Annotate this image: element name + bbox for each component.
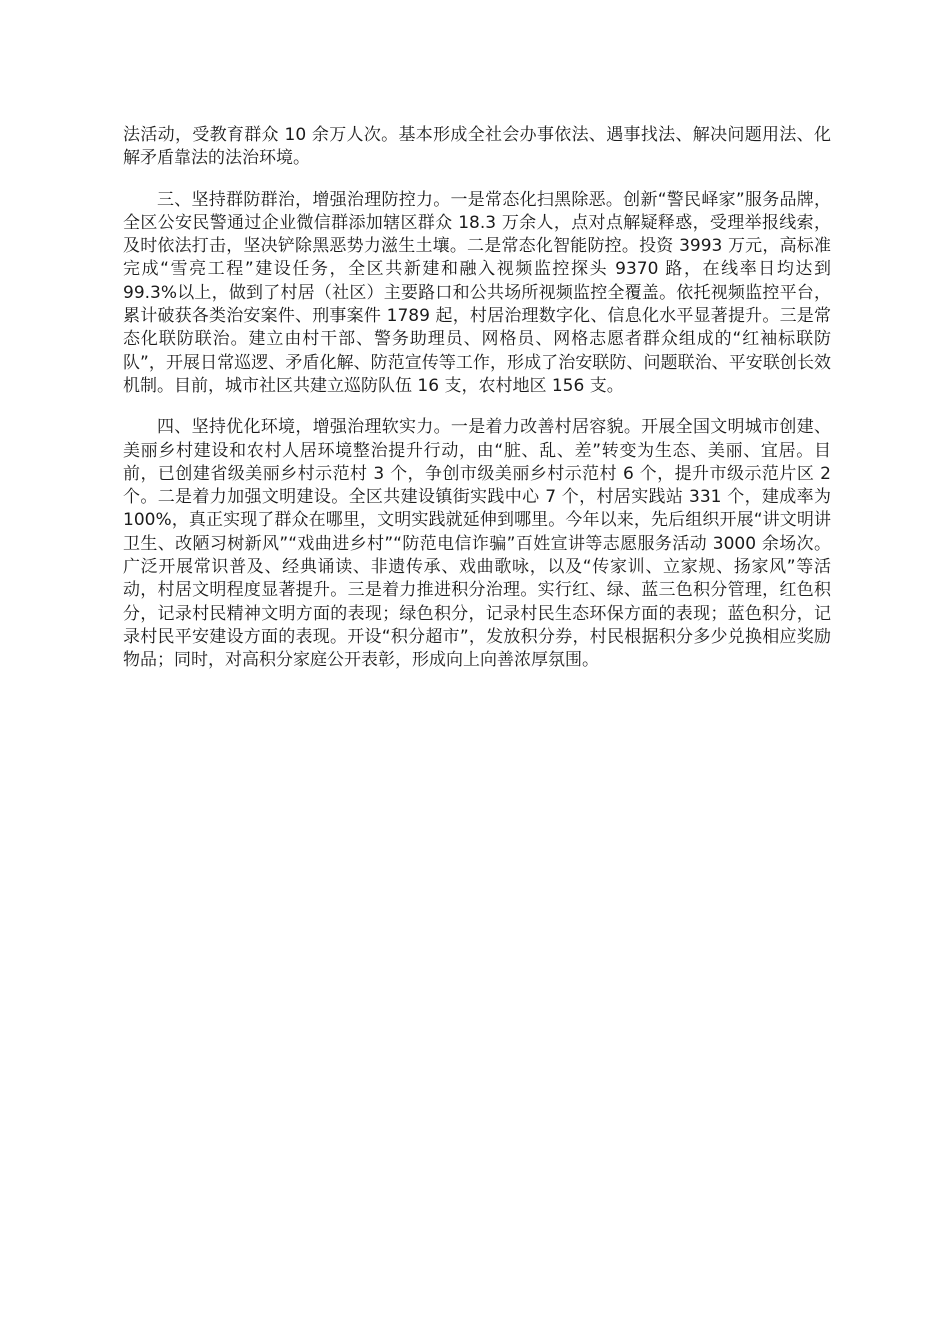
paragraph-section-four: 四、坚持优化环境，增强治理软实力。一是着力改善村居容貌。开展全国文明城市创建、美丽乡村建设和农村人居环境整治提升行动，由“脏、乱、差”转变为生态、美丽、宜居。目前，已创建省级美丽乡村示范村 3 个，争创市级美丽乡村示范村 6 个，提升市级示范片区 2 个。二是着力加强文明建设。全区共建设镇街实践中心 7 个，村居实践站 331 个，建成率为 100%，真正实现了群众在哪里，文明实践就延伸到哪里。今年以来，先后组织开展“讲文明讲卫生、改陋习树新风”“戏曲进乡村”“防范电信诈骗”百姓宣讲等志愿服务活动 3000 余场次。广泛开展常识普及、经典诵读、非遗传承、戏曲歌咏，以及“传家训、立家规、扬家风”等活动，村居文明程度显著提升。三是着力推进积分治理。实行红、绿、蓝三色积分管理，红色积分，记录村民精神文明方面的表现；绿色积分，记录村民生态环保方面的表现；蓝色积分，记录村民平安建设方面的表现。开设“积分超市”，发放积分券，村民根据积分多少兑换相应奖励物品；同时，对高积分家庭公开表彰，形成向上向善浓厚氛围。 [123, 417, 831, 671]
document-body [123, 124, 831, 673]
paragraph-section-three: 三、坚持群防群治，增强治理防控力。一是常态化扫黑除恶。创新“警民峄家”服务品牌，全区公安民警通过企业微信群添加辖区群众 18.3 万余人，点对点解疑释惑，受理举报线索，及时依法打击，坚决铲除黑恶势力滋生土壤。二是常态化智能防控。投资 3993 万元，高标准完成“雪亮工程”建设任务，全区共新建和融入视频监控探头 9370 路，在线率日均达到 99.3%以上，做到了村居（社区）主要路口和公共场所视频监控全覆盖。依托视频监控平台，累计破获各类治安案件、刑事案件 1789 起，村居治理数字化、信息化水平显著提升。三是常态化联防联治。建立由村干部、警务助理员、网格员、网格志愿者群众组成的“红袖标联防队”，开展日常巡逻、矛盾化解、防范宣传等工作，形成了治安联防、问题联治、平安联创长效机制。目前，城市社区共建立巡防队伍 16 支，农村地区 156 支。 [123, 189, 831, 396]
paragraph-continuation: 法活动，受教育群众 10 余万人次。基本形成全社会办事依法、遇事找法、解决问题用法、化解矛盾靠法的法治环境。 [123, 125, 831, 169]
